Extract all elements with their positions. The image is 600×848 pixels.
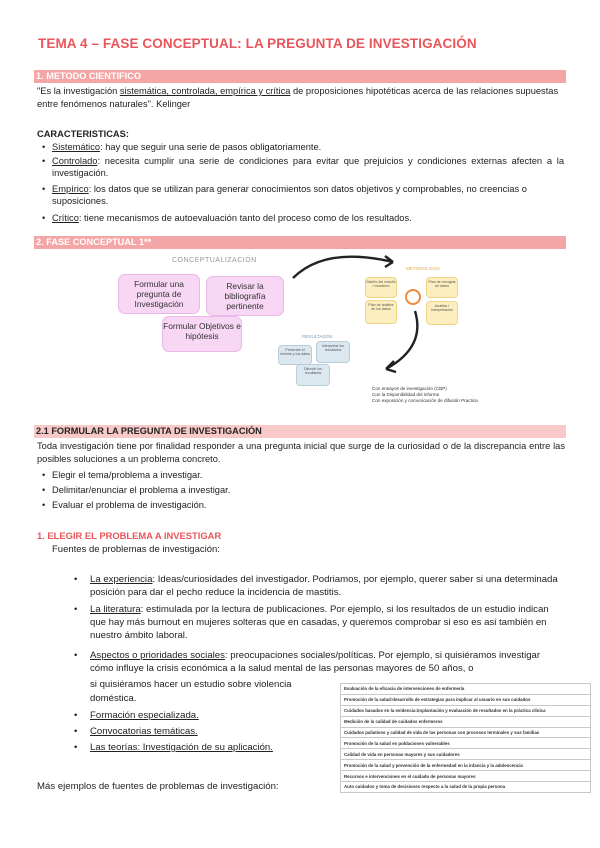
diagram-box: Formular una pregunta de Investigación [118,274,200,314]
list-item: • Evaluar el problema de investigación. [42,500,207,510]
research-topics-table [340,683,591,793]
list-item: • Empírico: los datos que se utilizan para generar conocimientos son datos objetivos y comprobables, no creencias o suposiciones. [42,184,527,207]
section-heading-bar [34,425,566,438]
list-item: • Crítico: tiene mecanismos de autoevaluación tanto del proceso como de los resultados. [42,213,412,223]
table-row: Promoción de la salud en poblaciones vulnerables [341,738,591,749]
diagram-box: Interpretar los resultados [316,341,350,363]
list-item: • La literatura: estimulada por la lectura de publicaciones. Por ejemplo, si los resultados de un estudio indican que hay más burnout en mujeres solteras que en casadas, y queremos comprobar si eso es asi también en nuestro ámbito laboral. [74,604,549,642]
section-heading: 2.1 FORMULAR LA PREGUNTA DE INVESTIGACIÓN [36,426,262,436]
methodology-label: METODOLOGÍA [406,266,441,271]
diagram-box: Plan de recogida de datos [426,277,458,298]
diagram-box: Plan de análisis de los datos [365,300,397,324]
cycle-icon [405,289,421,305]
list-item-continuation: si quisiéramos hacer un estudio sobre violencia [90,679,292,690]
table-row: Evaluación de la eficacia de intervenciones de enfermería [341,684,591,695]
list-item: • Delimitar/enunciar el problema a investigar. [42,485,231,495]
diagram-box: Revisar la bibliografía pertinente [206,276,284,316]
section-heading: 2. FASE CONCEPTUAL 1** [36,237,152,247]
diagram-box: Presentar el informe y los datos [278,345,312,365]
diagram-box: Difundir los resultados [296,364,330,386]
section-heading-bar [34,70,566,83]
subsection-intro: Fuentes de problemas de investigación: [52,544,220,555]
characteristics-heading: CARACTERISTICAS: [37,129,129,139]
diagram-footer-line: Con la Disponibilidad del informe [372,392,440,397]
list-item: • Elegir el tema/problema a investigar. [42,470,203,480]
table-row: Calidad de vida en personas mayores y sus cuidadores [341,749,591,760]
list-item: • Aspectos o prioridades sociales: preocupaciones sociales/políticas. Por ejemplo, si quisiéramos investigar cómo influye la crisis económica a la salud mental de las personas mayores de 50 años, o [74,650,541,675]
diagram-footer-line: Con ensayos de investigación (CBP) [372,386,447,391]
diagram-footer-line: Con exposición y comunicación de difusión Practica [372,398,478,403]
table-row: Promoción de la salud y prevención de la enfermedad en la infancia y la adolescencia [341,760,591,771]
subsection-heading: 1. ELEGIR EL PROBLEMA A INVESTIGAR [37,530,222,541]
list-item: • Sistemático: hay que seguir una serie de pasos obligatoriamente. [42,142,322,152]
list-item: • La experiencia: Ideas/curiosidades del investigador. Podriamos, por ejemplo, querer saber si una determinada posición para dar el pecho reduce la incidencia de mastitis. [74,574,558,599]
diagram-box: Diseño del estudio / muestreo [365,277,397,298]
diagram-box: Formular Objetivos e hipótesis [162,316,242,352]
section-heading: 1. METODO CIENTIFICO [36,71,141,81]
list-item-continuation: doméstica. [90,693,137,704]
table-row: Promoción de la salud:desarrollo de estrategias para implicar al usuario en sus cuidados [341,694,591,705]
table-row: Cuidados basados en la evidencia:implantación y evaluación de resultados en la práctica clínica [341,705,591,716]
diagram-box: Análisis / Interpretación [426,301,458,325]
section-heading-bar [34,236,566,249]
diagram-label: CONCEPTUALIZACIÓN [172,257,257,264]
section-intro: Toda investigación tiene por finalidad responder a una pregunta inicial que surge de la curiosidad o de la discrepancia entre las posibles soluciones a un problema concreto. [37,441,565,464]
results-label: RESULTADOS [302,334,333,339]
table-row: Recursos e intervenciones en el cuidado de personas mayores [341,771,591,782]
list-item: • Controlado: necesita cumplir una serie de condiciones para evitar que prejuicios y condiciones externas afecten a la investigación. [42,156,564,179]
research-phases-diagram [110,254,490,414]
table-row: Cuidados paliativos y calidad de vida de las personas con procesos terminales y sus familias [341,727,591,738]
page-title: TEMA 4 – FASE CONCEPTUAL: LA PREGUNTA DE INVESTIGACIÓN [38,36,477,51]
definition-quote: "Es la investigación sistemática, controlada, empírica y crítica de proposiciones hipotéticas acerca de las relaciones supuestas entre fenómenos naturales". Kelinger [37,86,559,109]
table-row: Medición de la calidad de cuidados enfermeros [341,716,591,727]
more-examples-text: Más ejemplos de fuentes de problemas de investigación: [37,781,279,792]
table-row: Auto cuidados y toma de decisiones respecto a la salud de la propia persona [341,782,591,793]
